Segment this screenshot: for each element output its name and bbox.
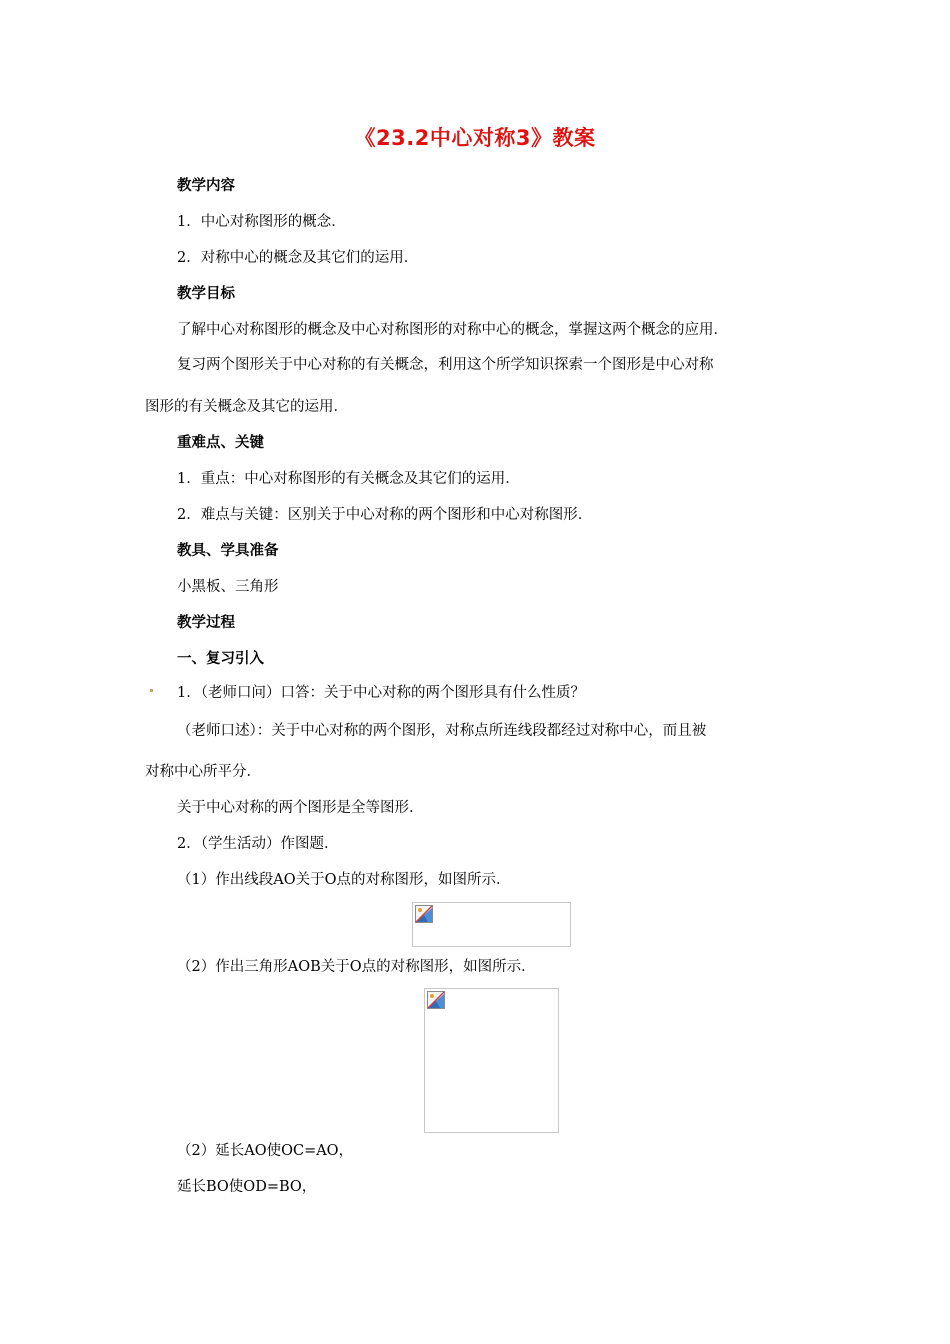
heading-goals: 教学目标 [177,286,235,302]
key-item-1: 1．重点：中心对称图形的有关概念及其它们的运用． [177,471,520,487]
broken-image-icon [415,905,433,923]
content-item-1: 1．中心对称图形的概念． [177,214,346,230]
stray-mark [150,689,153,692]
heading-content: 教学内容 [177,178,235,194]
content-item-2: 2．对称中心的概念及其它们的运用． [177,250,419,266]
figure-segment-ao [412,902,571,947]
goal-item-2a: 复习两个图形关于中心对称的有关概念，利用这个所学知识探索一个图形是中心对称 [177,357,714,373]
page-title: 《23.2中心对称3》教案 [354,126,596,150]
question-2-part-1: （1）作出线段AO关于O点的对称图形，如图所示． [177,872,511,888]
answer-1c: 关于中心对称的两个图形是全等图形． [177,800,424,816]
heading-key-points: 重难点、关键 [177,435,264,451]
tools-item-1: 小黑板、三角形 [177,579,279,595]
question-1: 1．（老师口问）口答：关于中心对称的两个图形具有什么性质？ [177,685,585,701]
goal-item-2b: 图形的有关概念及其它的运用． [145,399,348,415]
answer-1a: （老师口述）：关于中心对称的两个图形，对称点所连线段都经过对称中心，而且被 [177,723,707,739]
heading-tools: 教具、学具准备 [177,543,279,559]
key-item-2: 2．难点与关键：区别关于中心对称的两个图形和中心对称图形． [177,507,593,523]
goal-item-1: 了解中心对称图形的概念及中心对称图形的对称中心的概念，掌握这两个概念的应用． [177,322,728,338]
question-2: 2．（学生活动）作图题． [177,836,339,852]
step-1: （2）延长AO使OC=AO， [177,1143,354,1159]
question-2-part-2: （2）作出三角形AOB关于O点的对称图形，如图所示． [177,959,536,975]
broken-image-icon [427,991,445,1009]
figure-triangle-aob [424,988,559,1133]
step-2: 延长BO使OD=BO， [177,1179,317,1195]
heading-process: 教学过程 [177,615,235,631]
heading-review: 一、复习引入 [177,651,264,667]
answer-1b: 对称中心所平分． [145,764,261,780]
